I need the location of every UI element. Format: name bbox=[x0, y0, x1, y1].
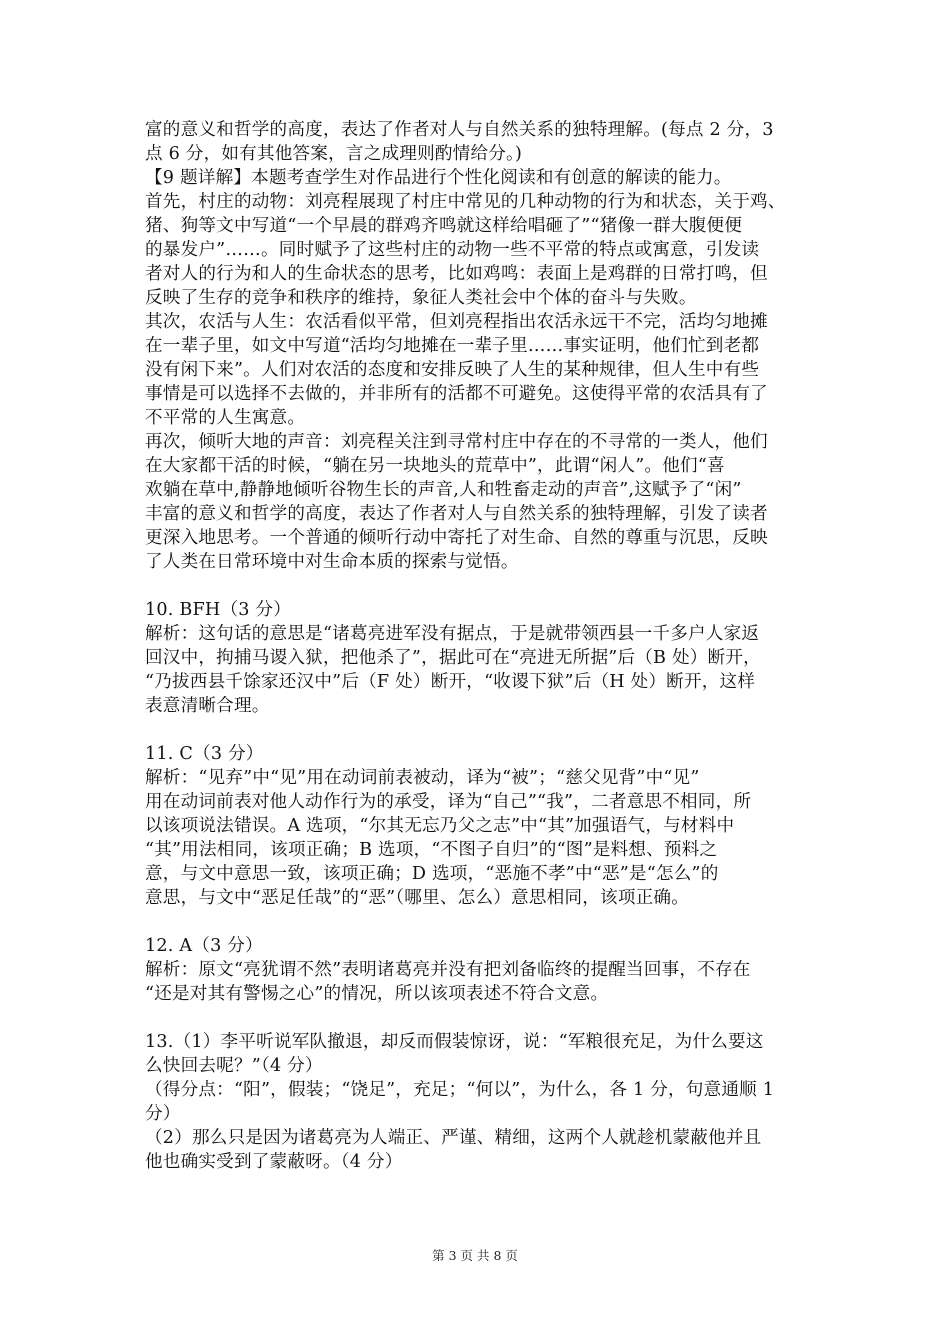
text-line: （得分点：“阳”，假装；“饶足”，充足；“何以”，为什么，各 1 分，句意通顺 1 bbox=[145, 1080, 775, 1100]
text-line: 反映了生存的竞争和秩序的维持，象征人类社会中个体的奋斗与失败。 bbox=[145, 288, 697, 308]
text-line: 欢躺在草中,静静地倾听谷物生长的声音,人和牲畜走动的声音”,这赋予了“闲” bbox=[145, 480, 742, 500]
answer-13 bbox=[145, 1030, 811, 1174]
text-line: 以该项说法错误。A 选项，“尔其无忘乃父之志”中“其”加强语气，与材料中 bbox=[145, 816, 735, 836]
paragraph-gap bbox=[145, 574, 811, 598]
paragraph-gap bbox=[145, 718, 811, 742]
text-line: 么快回去呢？”（4 分） bbox=[145, 1056, 323, 1076]
text-line: “还是对其有警惕之心”的情况，所以该项表述不符合文意。 bbox=[145, 984, 609, 1004]
answer-11 bbox=[145, 742, 811, 910]
text-line: 富的意义和哲学的高度，表达了作者对人与自然关系的独特理解。(每点 2 分，3 bbox=[145, 120, 774, 140]
text-line: 在大家都干活的时候，“躺在另一块地头的荒草中”，此谓“闲人”。他们“喜 bbox=[145, 456, 725, 476]
text-line: 首先，村庄的动物：刘亮程展现了村庄中常见的几种动物的行为和状态，关于鸡、 bbox=[145, 192, 786, 212]
text-line: 【9 题详解】本题考查学生对作品进行个性化阅读和有创意的解读的能力。 bbox=[145, 168, 732, 188]
question-heading: 10. BFH（3 分） bbox=[145, 600, 292, 620]
text-line: 其次，农活与人生：农活看似平常，但刘亮程指出农活永远干不完，活均匀地摊 bbox=[145, 312, 768, 332]
text-line: 解析：“见弃”中“见”用在动词前表被动，译为“被”；“慈父见背”中“见” bbox=[145, 768, 700, 788]
text-line: 了人类在日常环境中对生命本质的探索与觉悟。 bbox=[145, 552, 519, 572]
text-line: 在一辈子里，如文中写道“活均匀地摊在一辈子里……事实证明，他们忙到老都 bbox=[145, 336, 760, 356]
text-line: 他也确实受到了蒙蔽呀。（4 分） bbox=[145, 1152, 403, 1172]
text-line: 的暴发户”……。同时赋予了这些村庄的动物一些不平常的特点或寓意，引发读 bbox=[145, 240, 760, 260]
text-line: 更深入地思考。一个普通的倾听行动中寄托了对生命、自然的尊重与沉思，反映 bbox=[145, 528, 768, 548]
text-line: “其”用法相同，该项正确；B 选项，“不图子自归”的“图”是料想、预料之 bbox=[145, 840, 718, 860]
question-heading: 11. C（3 分） bbox=[145, 744, 264, 764]
text-line: 者对人的行为和人的生命状态的思考，比如鸡鸣：表面上是鸡群的日常打鸣，但 bbox=[145, 264, 768, 284]
answer-9-detail bbox=[145, 118, 811, 574]
text-line: 再次，倾听大地的声音：刘亮程关注到寻常村庄中存在的不寻常的一类人，他们 bbox=[145, 432, 768, 452]
document-body bbox=[145, 118, 811, 1174]
page-footer: 第 3 页 共 8 页 bbox=[432, 1248, 518, 1263]
text-line: 用在动词前表对他人动作行为的承受，译为“自己”“我”，二者意思不相同，所 bbox=[145, 792, 752, 812]
paragraph-gap bbox=[145, 910, 811, 934]
text-line: 事情是可以选择不去做的，并非所有的活都不可避免。这使得平常的农活具有了 bbox=[145, 384, 768, 404]
answer-12 bbox=[145, 934, 811, 1006]
text-line: 解析：这句话的意思是“诸葛亮进军没有据点，于是就带领西县一千多户人家返 bbox=[145, 624, 760, 644]
question-heading: 12. A（3 分） bbox=[145, 936, 263, 956]
text-line: 意，与文中意思一致，该项正确；D 选项，“恶施不孝”中“恶”是“怎么”的 bbox=[145, 864, 719, 884]
answer-10 bbox=[145, 598, 811, 718]
paragraph-gap bbox=[145, 1006, 811, 1030]
text-line: 意思，与文中“恶足任哉”的“恶”（哪里、怎么）意思相同，该项正确。 bbox=[145, 888, 689, 908]
text-line: 猪、狗等文中写道“一个早晨的群鸡齐鸣就这样给唱砸了”“猪像一群大腹便便 bbox=[145, 216, 742, 236]
text-line: 表意清晰合理。 bbox=[145, 696, 270, 716]
text-line: 回汉中，拘捕马谡入狱，把他杀了”，据此可在“亮进无所据”后（B 处）断开， bbox=[145, 648, 761, 668]
text-line: 丰富的意义和哲学的高度，表达了作者对人与自然关系的独特理解，引发了读者 bbox=[145, 504, 768, 524]
text-line: 解析：原文“亮犹谓不然”表明诸葛亮并没有把刘备临终的提醒当回事，不存在 bbox=[145, 960, 751, 980]
text-line: “乃拔西县千馀家还汉中”后（F 处）断开，“收谡下狱”后（H 处）断开，这样 bbox=[145, 672, 756, 692]
text-line: 不平常的人生寓意。 bbox=[145, 408, 306, 428]
text-line: （2）那么只是因为诸葛亮为人端正、严谨、精细，这两个人就趁机蒙蔽他并且 bbox=[145, 1128, 762, 1148]
question-heading: 13.（1）李平听说军队撤退，却反而假装惊讶，说：“军粮很充足，为什么要这 bbox=[145, 1032, 764, 1052]
text-line: 没有闲下来”。人们对农活的态度和安排反映了人生的某种规律，但人生中有些 bbox=[145, 360, 760, 380]
text-line: 分） bbox=[145, 1104, 181, 1124]
text-line: 点 6 分，如有其他答案，言之成理则酌情给分。) bbox=[145, 144, 523, 164]
